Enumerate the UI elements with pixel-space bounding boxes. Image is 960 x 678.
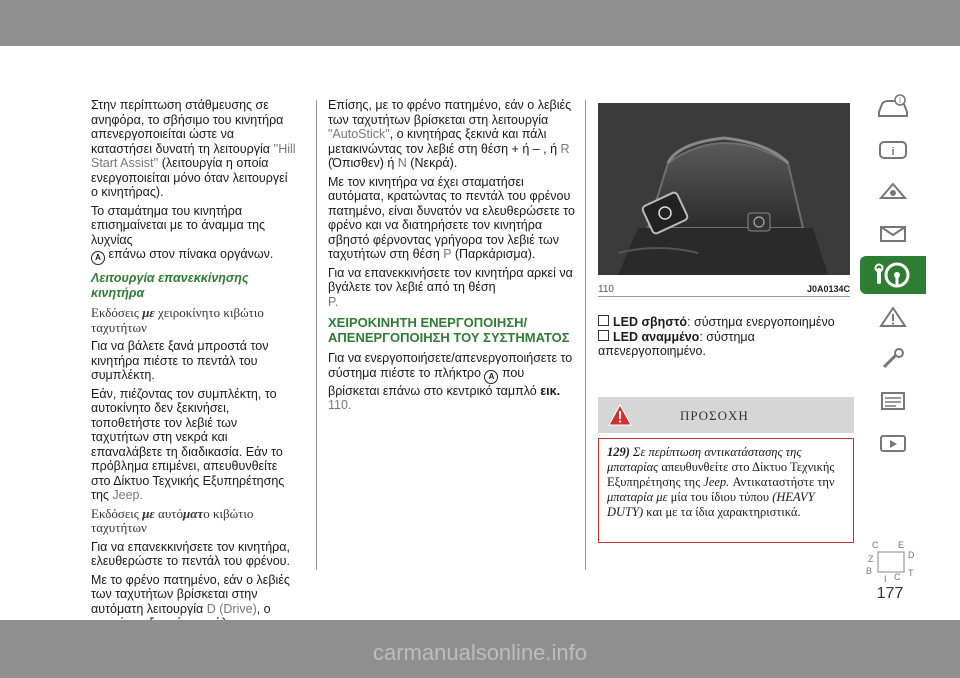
warning-title: ΠΡΟΣΟΧΗ xyxy=(680,408,749,423)
tab-maintenance[interactable] xyxy=(860,340,926,378)
figure-code: J0A0134C xyxy=(806,284,850,294)
wrench-icon xyxy=(876,346,910,372)
start-stop-warning-icon: A xyxy=(91,251,105,265)
led-on-item: LED αναμμένο: σύστημα απενεργοποιημένο. xyxy=(598,329,755,358)
text-column-3 xyxy=(598,315,853,359)
paragraph: Για να επανεκκινήσετε τον κινητήρα, ελευθερώστε το πεντάλ του φρένου. xyxy=(91,539,290,568)
tab-messages[interactable] xyxy=(860,214,926,252)
subheading: Εκδόσεις με χειροκίνητο κιβώτιο ταχυτήτων xyxy=(91,305,264,335)
paragraph: Για να ενεργοποιήσετε/απενεργοποιήσετε το σύστημα πιέστε το πλήκτρο A που βρίσκεται επάνω στο κεντρικό ταμπλό εικ. 110. xyxy=(328,351,573,412)
language-index-icon xyxy=(864,536,920,584)
checkbox-bullet-icon xyxy=(598,330,609,341)
multimedia-icon xyxy=(876,430,910,456)
svg-text:D: D xyxy=(908,550,915,560)
paragraph: Για να βάλετε ξανά μπροστά τον κινητήρα πιέστε το πεντάλ του συμπλέκτη. xyxy=(91,339,269,382)
column-divider xyxy=(316,100,317,570)
figure-110-console-photo xyxy=(598,103,850,275)
safety-icon xyxy=(876,178,910,204)
paragraph: Με τον κινητήρα να έχει σταματήσει αυτόματα, κρατώντας το πεντάλ του φρένου πατημένο, είναι δυνατόν να ελευθερώσετε το φρένο και να διατηρήσετε τον κινητήρα σβηστό φέρνοντας γρήγορα τον λεβιέ των ταχυτήτων στη θέση P (Παρκάρισμα). xyxy=(328,174,576,261)
paragraph: Επίσης, με το φρένο πατημένο, εάν ο λεβιές των ταχυτήτων βρίσκεται στη λειτουργία "AutoStick", ο κινητήρας ξεκινά και πάλι μετακινώντας τον λεβιέ στη θέση + ή – , ή R (Όπισθεν) ή N (Νεκρά). xyxy=(328,98,572,170)
dashboard-icon xyxy=(876,136,910,162)
text-column-1 xyxy=(91,98,296,678)
checkbox-bullet-icon xyxy=(598,315,609,326)
svg-text:B: B xyxy=(866,566,873,576)
figure-divider xyxy=(598,296,850,297)
page-number: 177 xyxy=(876,585,904,602)
svg-text:C: C xyxy=(894,572,901,582)
svg-text:C: C xyxy=(872,540,879,550)
svg-text:i: i xyxy=(891,146,895,158)
led-off-item: LED σβηστό: σύστημα ενεργοποιημένο xyxy=(598,315,853,330)
technical-data-icon xyxy=(876,388,910,414)
watermark-footer: carmanualsonline.info xyxy=(372,640,588,665)
envelope-icon xyxy=(876,220,910,246)
subheading: Εκδόσεις με αυτόματο κιβώτιο ταχυτήτων xyxy=(91,505,254,535)
paragraph: Για να επανεκκινήσετε τον κινητήρα αρκεί να βγάλετε τον λεβιέ από τη θέση P. xyxy=(328,265,573,309)
steering-wheel-key-icon xyxy=(873,260,913,290)
tab-dashboard[interactable] xyxy=(860,130,926,168)
svg-text:T: T xyxy=(908,568,914,578)
svg-text:E: E xyxy=(898,540,905,550)
paragraph: Εάν, πιέζοντας τον συμπλέκτη, το αυτοκίνητο δεν ξεκινήσει, τοποθετήστε τον λεβιέ των ταχυτήτων στη νεκρά και επαναλάβετε τη διαδικασία. Εάν το πρόβλημα επιμένει, απευθυνθείτε στο Δίκτυο Τεχνικής Εξυπηρέτησης της Jeep. xyxy=(91,386,285,502)
emergency-triangle-icon xyxy=(876,304,910,330)
figure-number: 110 xyxy=(598,284,614,295)
paragraph: Στην περίπτωση στάθμευσης σε ανηφόρα, το σβήσιμο του κινητήρα απενεργοποιείται ώστε να καταστήσει δυνατή τη λειτουργία ''Hill Start Assist'' (λειτουργία η οποία ενεργοποιείται μόνο όταν λειτουργεί ο κινητήρας). xyxy=(91,98,296,199)
section-heading: Λειτουργία επανεκκίνησης κινητήρα xyxy=(91,271,249,300)
column-divider xyxy=(585,100,586,570)
tab-multimedia[interactable] xyxy=(860,424,926,462)
warning-triangle-icon xyxy=(608,404,632,426)
tab-safety[interactable] xyxy=(860,172,926,210)
svg-text:i: i xyxy=(899,96,901,105)
paragraph: Το σταμάτημα του κινητήρα επισημαίνεται με το άναμμα της λυχνίας A επάνω στον πίνακα οργάνων. xyxy=(91,204,296,266)
top-band xyxy=(0,0,960,46)
text-column-2 xyxy=(328,98,578,417)
car-info-icon xyxy=(876,94,910,120)
paragraph: Με το φρένο πατημένο, εάν ο λεβιές των ταχυτήτων βρίσκεται στην αυτόματη λειτουργία D (Drive), ο xyxy=(91,572,290,616)
tab-emergency[interactable] xyxy=(860,298,926,336)
warning-body: 129) Σε περίπτωση αντικατάστασης της μπαταρίας απευθυνθείτε στο Δίκτυο Τεχνικής Εξυπηρέτησης της Jeep. Αντικαταστήστε την μπαταρία με μία του ίδιου τύπου (HEAVY DUTY) και με τα ίδια χαρακτηριστικά. xyxy=(598,438,854,543)
section-heading: ΧΕΙΡΟΚΙΝΗΤΗ ΕΝΕΡΓΟΠΟΙΗΣΗ/ ΑΠΕΝΕΡΓΟΠΟΙΗΣΗ ΤΟΥ ΣΥΣΤΗΜΑΤΟΣ xyxy=(328,315,570,345)
tab-technical-data[interactable] xyxy=(860,382,926,420)
console-illustration xyxy=(598,103,850,275)
start-stop-button-icon: A xyxy=(484,370,498,384)
svg-text:Z: Z xyxy=(868,554,874,564)
tab-starting-driving[interactable] xyxy=(860,256,926,294)
tab-car-info[interactable] xyxy=(860,88,926,126)
chapter-tabs xyxy=(860,88,930,466)
svg-text:I: I xyxy=(884,574,887,584)
